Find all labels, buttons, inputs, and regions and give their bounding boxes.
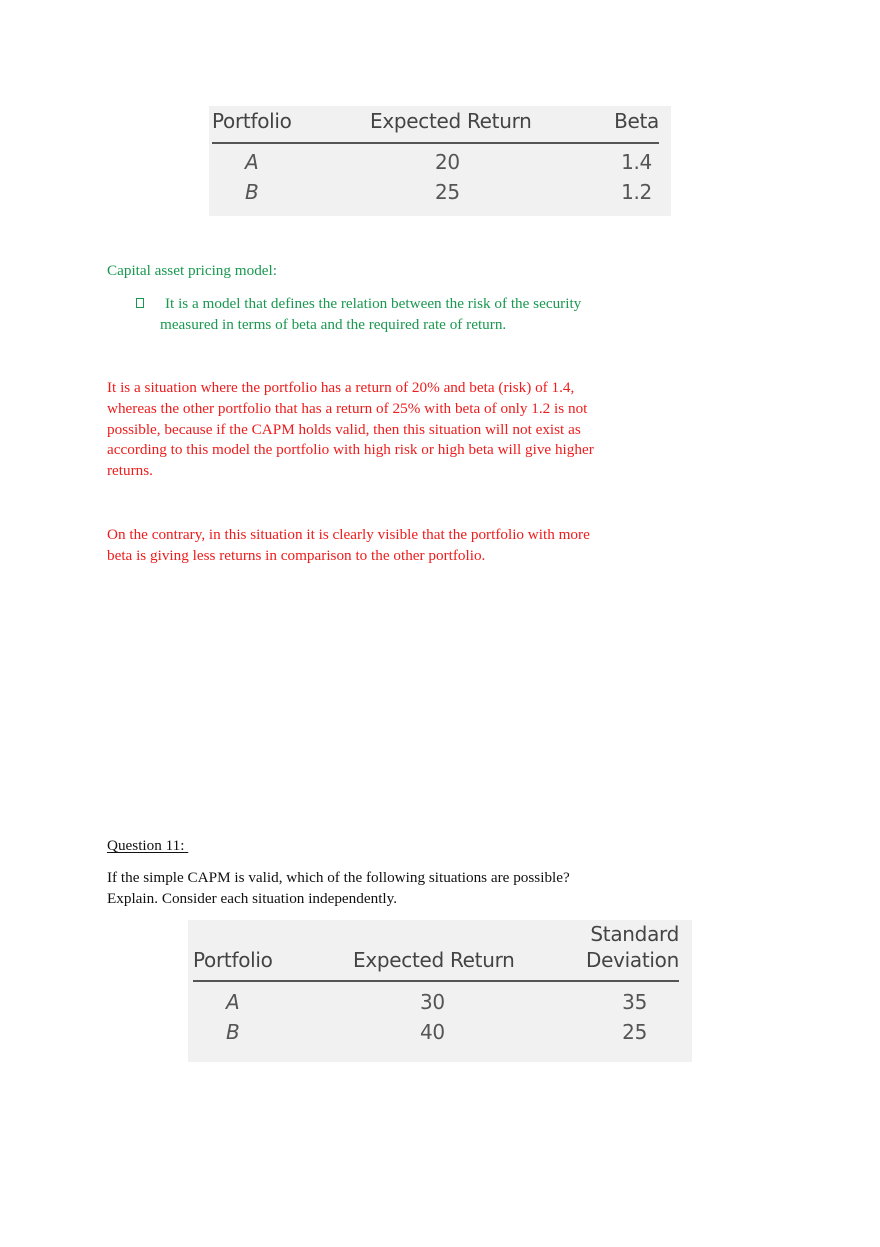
table-cell-expected-return: 30 — [420, 990, 445, 1014]
table-cell-beta: 1.4 — [621, 150, 652, 174]
table-header-portfolio: Portfolio — [193, 948, 273, 972]
table-row-label: A — [226, 990, 240, 1014]
table-header-expected-return: Expected Return — [370, 109, 532, 133]
table-header-portfolio: Portfolio — [212, 109, 292, 133]
bullet-icon — [136, 298, 144, 308]
answer-line: beta is giving less returns in comparison to the other portfolio. — [107, 546, 486, 564]
capm-bullet-line2: measured in terms of beta and the required rate of return. — [160, 316, 507, 333]
table-header-rule — [193, 980, 679, 982]
table-header-expected-return: Expected Return — [353, 948, 515, 972]
table-cell-std-dev: 25 — [622, 1020, 647, 1044]
table-header-std-line2: Deviation — [586, 948, 679, 972]
answer-line: according to this model the portfolio with high risk or high beta will give higher — [107, 441, 594, 459]
table-header-std-line1: Standard — [590, 922, 679, 946]
table-header-rule — [212, 142, 659, 144]
table-portfolio-std-dev — [188, 920, 692, 1062]
question-label-text: Question 11: — [107, 837, 185, 854]
answer-paragraph-1 — [107, 378, 594, 482]
question-text — [107, 868, 570, 910]
table-cell-expected-return: 40 — [420, 1020, 445, 1044]
table-cell-expected-return: 25 — [435, 180, 460, 204]
table-cell-beta: 1.2 — [621, 180, 652, 204]
capm-bullet-line1: It is a model that defines the relation between the risk of the security — [165, 295, 582, 312]
table-cell-std-dev: 35 — [622, 990, 647, 1014]
capm-heading: Capital asset pricing model: — [107, 262, 277, 279]
answer-line: possible, because if the CAPM holds valid, then this situation will not exist as — [107, 420, 581, 438]
question-line: If the simple CAPM is valid, which of the following situations are possible? — [107, 869, 570, 886]
answer-paragraph-2 — [107, 525, 590, 567]
table-row-label: A — [245, 150, 259, 174]
answer-line: returns. — [107, 462, 153, 480]
question-line: Explain. Consider each situation independently. — [107, 889, 398, 907]
table-cell-expected-return: 20 — [435, 150, 460, 174]
answer-line: It is a situation where the portfolio has a return of 20% and beta (risk) of 1.4, — [107, 379, 575, 396]
table-header-beta: Beta — [614, 109, 659, 133]
question-label — [107, 836, 210, 857]
table-portfolio-beta — [209, 106, 671, 216]
table-row-label: B — [245, 180, 259, 204]
answer-line: whereas the other portfolio that has a return of 25% with beta of only 1.2 is not — [107, 399, 588, 417]
table-row-label: B — [226, 1020, 240, 1044]
answer-line: On the contrary, in this situation it is clearly visible that the portfolio with more — [107, 526, 590, 543]
